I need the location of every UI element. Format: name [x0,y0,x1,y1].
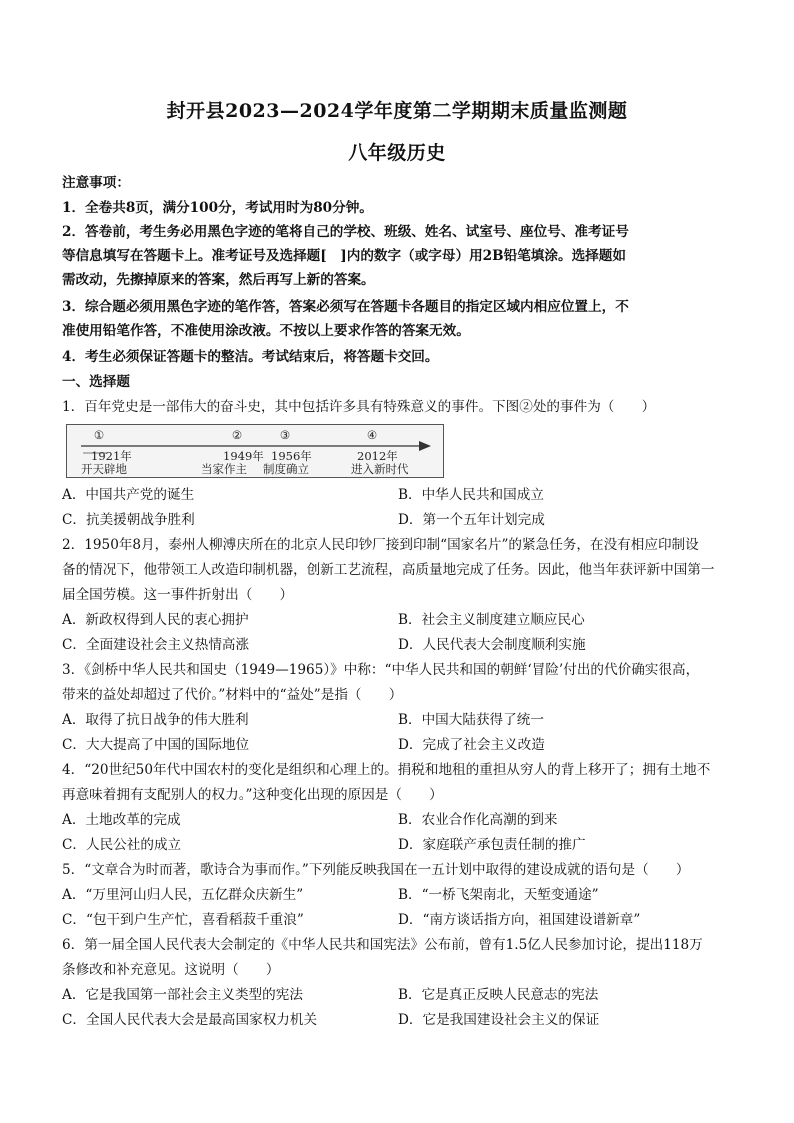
note-line: 4．考生必须保证答题卡的整洁。考试结束后，将答题卡交回。 [62,349,439,365]
timeline-marker-4-num: ④ [366,428,378,442]
timeline-marker-2-year: 1949年 [223,449,264,463]
question-4-option-d: D．家庭联产承包责任制的推广 [398,837,586,853]
question-2-stem: 2．1950年8月，泰州人柳溥庆所在的北京人民印钞厂接到印制“国家名片”的紧急任务，在没有相应印制设 [62,537,699,553]
timeline-marker-2-caption: 当家作主 [201,462,247,476]
question-5-option-d: D．“南方谈话指方向，祖国建设谱新章” [398,912,641,928]
question-2-option-c: C．全面建设社会主义热情高涨 [62,637,250,653]
timeline-marker-1-num: ① [93,428,105,442]
question-6-option-a: A．它是我国第一部社会主义类型的宪法 [62,987,303,1003]
question-3-option-c: C．大大提高了中国的国际地位 [62,737,250,753]
question-3-option-b: B．中国大陆获得了统一 [398,712,544,728]
question-6-stem: 6．第一届全国人民代表大会制定的《中华人民共和国宪法》公布前，曾有1.5亿人民参加讨论，提出118万 [62,937,703,953]
timeline-marker-3-num: ③ [279,428,291,442]
question-5-option-a: A．“万里河山归人民，五亿群众庆新生” [62,887,304,903]
timeline-marker-1-year: 1921年 [91,449,132,463]
timeline-marker-4-caption: 进入新时代 [351,462,409,476]
question-1-option-d: D．第一个五年计划完成 [398,512,545,528]
note-line: 等信息填写在答题卡上。准考证号及选择题[ ]内的数字（或字母）用2B铅笔填涂。选择题如 [62,248,626,264]
question-2-option-a: A．新政权得到人民的衷心拥护 [62,612,249,628]
notes-heading: 注意事项： [62,175,130,191]
timeline-marker-2-num: ② [231,428,243,442]
question-6-option-c: C．全国人民代表大会是最高国家权力机关 [62,1012,318,1028]
note-line: 1．全卷共8页，满分100分，考试用时为80分钟。 [62,200,373,216]
timeline-arrow-icon [419,441,431,451]
question-3-stem: 带来的益处却超过了代价。”材料中的“益处”是指（ ） [62,687,403,703]
exam-subtitle: 八年级历史 [348,142,446,164]
question-6-stem: 条修改和补充意见。这说明（ ） [62,962,280,978]
question-5-option-c: C．“包干到户生产忙，喜看稻菽千重浪” [62,912,304,928]
question-1-option-a: A．中国共产党的诞生 [62,487,195,503]
note-line: 需改动，先擦掉原来的答案，然后再写上新的答案。 [62,272,375,288]
question-4-stem: 4．“20世纪50年代中国农村的变化是组织和心理上的。捐税和地租的重担从穷人的背上移开了；拥有土地不 [62,762,711,778]
question-5-stem: 5．“文章合为时而著，歌诗合为事而作。”下列能反映我国在一五计划中取得的建设成就的语句是（ ） [62,862,690,878]
question-3-option-a: A．取得了抗日战争的伟大胜利 [62,712,249,728]
question-2-option-b: B．社会主义制度建立顺应民心 [398,612,585,628]
question-4-option-c: C．人民公社的成立 [62,837,182,853]
timeline-svg [67,425,443,477]
question-5-option-b: B．“一桥飞架南北，天堑变通途” [398,887,599,903]
question-1-stem: 1．百年党史是一部伟大的奋斗史，其中包括许多具有特殊意义的事件。下图②处的事件为（ ） [62,399,656,415]
timeline-marker-3-caption: 制度确立 [263,462,309,476]
question-1-option-b: B．中华人民共和国成立 [398,487,544,503]
question-3-stem: 3．《剑桥中华人民共和国史（1949—1965）》中称：“中华人民共和国的朝鲜‘冒险’付出的代价确实很高， [62,662,700,678]
exam-title: 封开县2023—2024学年度第二学期期末质量监测题 [166,100,628,122]
question-6-option-b: B．它是真正反映人民意志的宪法 [398,987,599,1003]
question-4-option-a: A．土地改革的完成 [62,812,181,828]
question-2-option-d: D．人民代表大会制度顺利实施 [398,637,586,653]
note-line: 准使用铅笔作答，不准使用涂改液。不按以上要求作答的答案无效。 [62,323,470,339]
timeline-marker-4-year: 2012年 [357,449,398,463]
question-1-option-c: C．抗美援朝战争胜利 [62,512,195,528]
question-2-stem: 届全国劳模。这一事件折射出（ ） [62,587,294,603]
timeline-marker-1-caption: 开天辟地 [81,462,127,476]
note-line: 2．答卷前，考生务必用黑色字迹的笔将自己的学校、班级、姓名、试室号、座位号、准考证号 [62,224,629,240]
note-line: 3．综合题必须用黑色字迹的笔作答，答案必须写在答题卡各题目的指定区域内相应位置上，不 [62,299,629,315]
question-4-stem: 再意味着拥有支配别人的权力。”这种变化出现的原因是（ ） [62,787,443,803]
question-4-option-b: B．农业合作化高潮的到来 [398,812,558,828]
timeline-marker-3-year: 1956年 [271,449,312,463]
question-3-option-d: D．完成了社会主义改造 [398,737,545,753]
question-6-option-d: D．它是我国建设社会主义的保证 [398,1012,600,1028]
timeline-figure [66,424,444,478]
question-2-stem: 备的情况下，他带领工人改造印制机器，创新工艺流程，高质量地完成了任务。因此，他当年获评新中国第一 [62,562,715,578]
section-heading: 一、选择题 [62,374,130,390]
